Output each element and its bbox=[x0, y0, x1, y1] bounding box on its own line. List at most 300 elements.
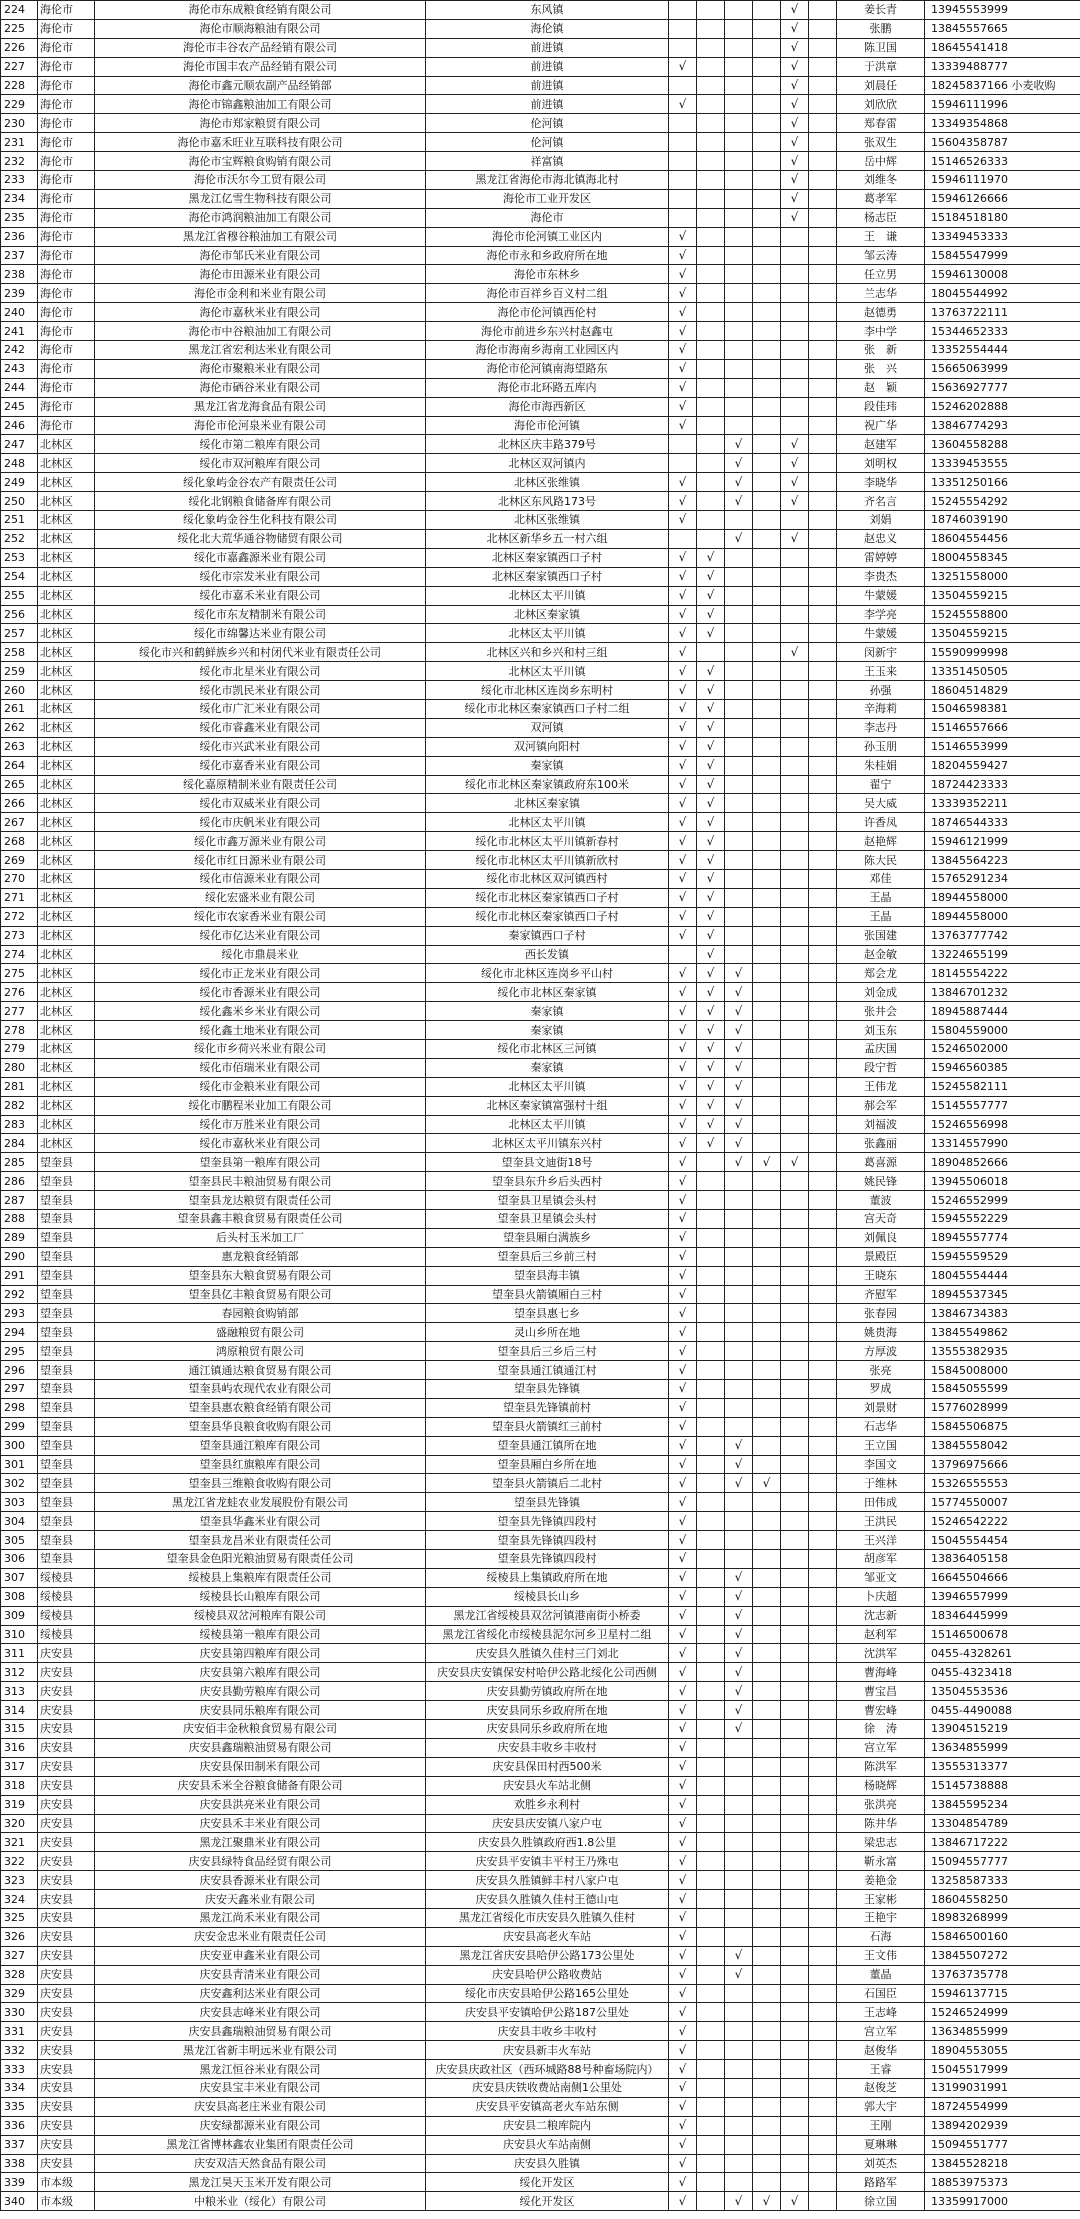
check-3-cell bbox=[725, 2022, 753, 2041]
row-number-cell: 242 bbox=[1, 341, 38, 360]
check-5-cell bbox=[781, 1191, 809, 1210]
check-1-cell: √ bbox=[669, 1682, 697, 1701]
address-cell: 望奎县惠七乡 bbox=[426, 1304, 669, 1323]
check-3-cell bbox=[725, 359, 753, 378]
phone-number-cell: 18346445999 bbox=[925, 1606, 1080, 1625]
check-2-cell bbox=[697, 1663, 725, 1682]
check-6-cell bbox=[809, 303, 837, 322]
address-cell: 北林区太平川镇 bbox=[426, 813, 669, 832]
check-3-cell bbox=[725, 152, 753, 171]
region-cell: 望奎县 bbox=[38, 1210, 95, 1229]
phone-number-cell: 13846774293 bbox=[925, 416, 1080, 435]
company-name-cell: 绥化市双威米业有限公司 bbox=[95, 794, 426, 813]
check-3-cell bbox=[725, 1776, 753, 1795]
contact-person-cell: 姜长青 bbox=[837, 1, 925, 20]
check-2-cell bbox=[697, 1965, 725, 1984]
phone-number-cell: 15246502000 bbox=[925, 1039, 1080, 1058]
check-1-cell: √ bbox=[669, 699, 697, 718]
table-row bbox=[1, 1682, 1080, 1701]
contact-person-cell: 王晓东 bbox=[837, 1266, 925, 1285]
check-2-cell bbox=[697, 284, 725, 303]
contact-person-cell: 王志峰 bbox=[837, 2003, 925, 2022]
address-cell: 绥化市北林区双河镇西村 bbox=[426, 869, 669, 888]
address-cell: 绥化市北林区太平川镇新欣村 bbox=[426, 851, 669, 870]
row-number-cell: 264 bbox=[1, 756, 38, 775]
check-2-cell: √ bbox=[697, 548, 725, 567]
check-5-cell bbox=[781, 851, 809, 870]
check-6-cell bbox=[809, 2154, 837, 2173]
company-name-cell: 绥化市宗发米业有限公司 bbox=[95, 567, 426, 586]
region-cell: 北林区 bbox=[38, 605, 95, 624]
table-row bbox=[1, 1663, 1080, 1682]
check-3-cell bbox=[725, 1172, 753, 1191]
address-cell: 北林区秦家镇富强村十组 bbox=[426, 1096, 669, 1115]
check-5-cell: √ bbox=[781, 208, 809, 227]
address-cell: 秦家镇 bbox=[426, 1058, 669, 1077]
row-number-cell: 331 bbox=[1, 2022, 38, 2041]
company-name-cell: 绥化市兴武米业有限公司 bbox=[95, 737, 426, 756]
contact-person-cell: 任立男 bbox=[837, 265, 925, 284]
check-3-cell bbox=[725, 1285, 753, 1304]
row-number-cell: 292 bbox=[1, 1285, 38, 1304]
company-name-cell: 绥化嘉原精制米业有限责任公司 bbox=[95, 775, 426, 794]
check-6-cell bbox=[809, 76, 837, 95]
address-cell: 灵山乡所在地 bbox=[426, 1323, 669, 1342]
row-number-cell: 272 bbox=[1, 907, 38, 926]
table-row bbox=[1, 1871, 1080, 1890]
contact-person-cell: 徐立国 bbox=[837, 2192, 925, 2211]
phone-number-cell: 0455-4328261 bbox=[925, 1644, 1080, 1663]
check-2-cell bbox=[697, 2041, 725, 2060]
check-5-cell: √ bbox=[781, 76, 809, 95]
check-4-cell bbox=[753, 133, 781, 152]
check-4-cell bbox=[753, 114, 781, 133]
company-name-cell: 绥化市双河粮库有限公司 bbox=[95, 454, 426, 473]
company-name-cell: 海伦市中谷粮油加工有限公司 bbox=[95, 322, 426, 341]
address-cell: 黑龙江省绥棱县双岔河镇港南街小桥委 bbox=[426, 1606, 669, 1625]
phone-number-cell: 18853975373 bbox=[925, 2173, 1080, 2192]
address-cell: 双河镇 bbox=[426, 718, 669, 737]
row-number-cell: 266 bbox=[1, 794, 38, 813]
phone-number-cell: 15146526333 bbox=[925, 152, 1080, 171]
check-6-cell bbox=[809, 1096, 837, 1115]
check-1-cell bbox=[669, 435, 697, 454]
check-6-cell bbox=[809, 1908, 837, 1927]
region-cell: 望奎县 bbox=[38, 1285, 95, 1304]
check-4-cell: √ bbox=[753, 1153, 781, 1172]
check-2-cell bbox=[697, 2192, 725, 2211]
check-5-cell bbox=[781, 1927, 809, 1946]
contact-person-cell: 郑会龙 bbox=[837, 964, 925, 983]
check-3-cell bbox=[725, 208, 753, 227]
check-6-cell bbox=[809, 1191, 837, 1210]
table-row bbox=[1, 1228, 1080, 1247]
check-4-cell bbox=[753, 416, 781, 435]
check-4-cell bbox=[753, 1398, 781, 1417]
check-6-cell bbox=[809, 1039, 837, 1058]
check-1-cell: √ bbox=[669, 303, 697, 322]
table-row bbox=[1, 718, 1080, 737]
contact-person-cell: 葛喜源 bbox=[837, 1153, 925, 1172]
check-2-cell bbox=[697, 1417, 725, 1436]
region-cell: 北林区 bbox=[38, 1134, 95, 1153]
region-cell: 望奎县 bbox=[38, 1153, 95, 1172]
check-4-cell bbox=[753, 1115, 781, 1134]
contact-person-cell: 邹云涛 bbox=[837, 246, 925, 265]
phone-number-cell: 13351450505 bbox=[925, 662, 1080, 681]
table-row bbox=[1, 662, 1080, 681]
check-5-cell bbox=[781, 397, 809, 416]
check-3-cell bbox=[725, 284, 753, 303]
check-5-cell bbox=[781, 1398, 809, 1417]
check-6-cell bbox=[809, 2116, 837, 2135]
table-row bbox=[1, 1380, 1080, 1399]
check-4-cell bbox=[753, 699, 781, 718]
row-number-cell: 298 bbox=[1, 1398, 38, 1417]
address-cell: 绥化开发区 bbox=[426, 2173, 669, 2192]
check-1-cell: √ bbox=[669, 2154, 697, 2173]
region-cell: 庆安县 bbox=[38, 1720, 95, 1739]
contact-person-cell: 赵金敏 bbox=[837, 945, 925, 964]
check-1-cell: √ bbox=[669, 1965, 697, 1984]
address-cell: 庆安县丰收乡丰收村 bbox=[426, 2022, 669, 2041]
check-2-cell bbox=[697, 2003, 725, 2022]
check-1-cell: √ bbox=[669, 1720, 697, 1739]
check-2-cell bbox=[697, 397, 725, 416]
contact-person-cell: 许香凤 bbox=[837, 813, 925, 832]
check-1-cell: √ bbox=[669, 624, 697, 643]
row-number-cell: 293 bbox=[1, 1304, 38, 1323]
check-1-cell: √ bbox=[669, 2060, 697, 2079]
check-5-cell bbox=[781, 1946, 809, 1965]
region-cell: 庆安县 bbox=[38, 1890, 95, 1909]
address-cell: 绥化市北林区连岗乡平山村 bbox=[426, 964, 669, 983]
check-4-cell bbox=[753, 2116, 781, 2135]
check-6-cell bbox=[809, 1417, 837, 1436]
check-1-cell bbox=[669, 38, 697, 57]
check-4-cell bbox=[753, 1436, 781, 1455]
region-cell: 庆安县 bbox=[38, 1795, 95, 1814]
company-name-cell: 海伦市嘉禾旺业互联科技有限公司 bbox=[95, 133, 426, 152]
row-number-cell: 333 bbox=[1, 2060, 38, 2079]
row-number-cell: 276 bbox=[1, 983, 38, 1002]
table-row bbox=[1, 378, 1080, 397]
check-1-cell: √ bbox=[669, 1228, 697, 1247]
address-cell: 庆安县平安镇哈伊公路187公里处 bbox=[426, 2003, 669, 2022]
row-number-cell: 312 bbox=[1, 1663, 38, 1682]
check-3-cell bbox=[725, 1398, 753, 1417]
contact-person-cell: 王 谦 bbox=[837, 227, 925, 246]
check-1-cell: √ bbox=[669, 1587, 697, 1606]
phone-number-cell: 13845507272 bbox=[925, 1946, 1080, 1965]
region-cell: 望奎县 bbox=[38, 1550, 95, 1569]
company-name-cell: 望奎县金色阳光粮油贸易有限责任公司 bbox=[95, 1550, 426, 1569]
check-2-cell bbox=[697, 1247, 725, 1266]
company-name-cell: 海伦市郑家粮贸有限公司 bbox=[95, 114, 426, 133]
check-5-cell bbox=[781, 888, 809, 907]
row-number-cell: 290 bbox=[1, 1247, 38, 1266]
check-3-cell: √ bbox=[725, 1644, 753, 1663]
check-2-cell: √ bbox=[697, 699, 725, 718]
table-row bbox=[1, 322, 1080, 341]
check-1-cell: √ bbox=[669, 1625, 697, 1644]
check-1-cell bbox=[669, 529, 697, 548]
table-row bbox=[1, 1285, 1080, 1304]
table-row bbox=[1, 435, 1080, 454]
check-4-cell bbox=[753, 1946, 781, 1965]
table-row bbox=[1, 1361, 1080, 1380]
address-cell: 北林区东风路173号 bbox=[426, 492, 669, 511]
check-4-cell bbox=[753, 1625, 781, 1644]
address-cell: 伦河镇 bbox=[426, 114, 669, 133]
check-6-cell bbox=[809, 1172, 837, 1191]
phone-number-cell: 15326555553 bbox=[925, 1474, 1080, 1493]
check-1-cell bbox=[669, 1, 697, 20]
row-number-cell: 288 bbox=[1, 1210, 38, 1229]
check-4-cell bbox=[753, 435, 781, 454]
table-row bbox=[1, 1077, 1080, 1096]
check-2-cell bbox=[697, 1550, 725, 1569]
table-row bbox=[1, 2060, 1080, 2079]
check-3-cell bbox=[725, 2060, 753, 2079]
row-number-cell: 261 bbox=[1, 699, 38, 718]
phone-number-cell: 13604558288 bbox=[925, 435, 1080, 454]
check-2-cell bbox=[697, 1908, 725, 1927]
company-name-cell: 海伦市宝辉粮食购销有限公司 bbox=[95, 152, 426, 171]
check-4-cell bbox=[753, 2078, 781, 2097]
check-4-cell bbox=[753, 2173, 781, 2192]
table-row bbox=[1, 1096, 1080, 1115]
check-6-cell bbox=[809, 1890, 837, 1909]
phone-number-cell: 15245554292 bbox=[925, 492, 1080, 511]
check-3-cell bbox=[725, 303, 753, 322]
check-1-cell: √ bbox=[669, 1380, 697, 1399]
check-5-cell bbox=[781, 1021, 809, 1040]
check-6-cell bbox=[809, 737, 837, 756]
table-row bbox=[1, 945, 1080, 964]
table-row bbox=[1, 152, 1080, 171]
check-5-cell bbox=[781, 832, 809, 851]
check-5-cell bbox=[781, 983, 809, 1002]
region-cell: 北林区 bbox=[38, 1039, 95, 1058]
contact-person-cell: 邓佳 bbox=[837, 869, 925, 888]
region-cell: 北林区 bbox=[38, 435, 95, 454]
table-row bbox=[1, 2192, 1080, 2211]
check-5-cell bbox=[781, 718, 809, 737]
check-2-cell bbox=[697, 133, 725, 152]
row-number-cell: 252 bbox=[1, 529, 38, 548]
phone-number-cell: 15946111970 bbox=[925, 171, 1080, 190]
check-1-cell: √ bbox=[669, 2078, 697, 2097]
table-row bbox=[1, 1927, 1080, 1946]
check-6-cell bbox=[809, 1757, 837, 1776]
check-4-cell bbox=[753, 1210, 781, 1229]
region-cell: 海伦市 bbox=[38, 95, 95, 114]
check-1-cell: √ bbox=[669, 1153, 697, 1172]
company-name-cell: 望奎县华鑫米业有限公司 bbox=[95, 1512, 426, 1531]
check-2-cell bbox=[697, 95, 725, 114]
check-4-cell: √ bbox=[753, 1474, 781, 1493]
check-2-cell: √ bbox=[697, 1021, 725, 1040]
check-1-cell: √ bbox=[669, 1984, 697, 2003]
check-3-cell: √ bbox=[725, 1058, 753, 1077]
address-cell: 庆安县平安镇高老火车站东侧 bbox=[426, 2097, 669, 2116]
table-row bbox=[1, 643, 1080, 662]
contact-person-cell: 石志华 bbox=[837, 1417, 925, 1436]
region-cell: 海伦市 bbox=[38, 76, 95, 95]
check-4-cell bbox=[753, 624, 781, 643]
region-cell: 北林区 bbox=[38, 454, 95, 473]
table-row bbox=[1, 548, 1080, 567]
address-cell: 望奎县先锋镇 bbox=[426, 1380, 669, 1399]
check-3-cell bbox=[725, 2003, 753, 2022]
check-1-cell: √ bbox=[669, 341, 697, 360]
address-cell: 绥化市北林区三河镇 bbox=[426, 1039, 669, 1058]
region-cell: 北林区 bbox=[38, 907, 95, 926]
check-1-cell bbox=[669, 945, 697, 964]
check-5-cell: √ bbox=[781, 19, 809, 38]
check-4-cell bbox=[753, 1493, 781, 1512]
company-name-cell: 望奎县屿农现代农业有限公司 bbox=[95, 1380, 426, 1399]
check-1-cell: √ bbox=[669, 2116, 697, 2135]
check-2-cell bbox=[697, 1795, 725, 1814]
check-6-cell bbox=[809, 869, 837, 888]
company-name-cell: 绥化市嘉香米业有限公司 bbox=[95, 756, 426, 775]
phone-number-cell: 18746039190 bbox=[925, 511, 1080, 530]
region-cell: 庆安县 bbox=[38, 1701, 95, 1720]
table-row bbox=[1, 303, 1080, 322]
check-1-cell: √ bbox=[669, 397, 697, 416]
check-5-cell bbox=[781, 1795, 809, 1814]
check-1-cell: √ bbox=[669, 1285, 697, 1304]
check-1-cell: √ bbox=[669, 813, 697, 832]
region-cell: 北林区 bbox=[38, 869, 95, 888]
row-number-cell: 236 bbox=[1, 227, 38, 246]
check-5-cell bbox=[781, 737, 809, 756]
region-cell: 海伦市 bbox=[38, 19, 95, 38]
check-6-cell bbox=[809, 699, 837, 718]
check-2-cell bbox=[697, 1927, 725, 1946]
company-name-cell: 庆安金忠米业有限责任公司 bbox=[95, 1927, 426, 1946]
check-3-cell bbox=[725, 2116, 753, 2135]
region-cell: 庆安县 bbox=[38, 2135, 95, 2154]
check-4-cell bbox=[753, 1021, 781, 1040]
check-2-cell bbox=[697, 454, 725, 473]
check-2-cell bbox=[697, 322, 725, 341]
check-6-cell bbox=[809, 1550, 837, 1569]
row-number-cell: 233 bbox=[1, 171, 38, 190]
phone-number-cell: 13945506018 bbox=[925, 1172, 1080, 1191]
region-cell: 北林区 bbox=[38, 1021, 95, 1040]
check-5-cell bbox=[781, 2135, 809, 2154]
contact-person-cell: 宫立军 bbox=[837, 2022, 925, 2041]
region-cell: 庆安县 bbox=[38, 1682, 95, 1701]
check-2-cell: √ bbox=[697, 1096, 725, 1115]
row-number-cell: 226 bbox=[1, 38, 38, 57]
phone-number-cell: 13224655199 bbox=[925, 945, 1080, 964]
check-5-cell bbox=[781, 1606, 809, 1625]
check-2-cell: √ bbox=[697, 851, 725, 870]
check-3-cell bbox=[725, 1757, 753, 1776]
region-cell: 北林区 bbox=[38, 756, 95, 775]
check-1-cell: √ bbox=[669, 1833, 697, 1852]
check-5-cell bbox=[781, 1738, 809, 1757]
check-2-cell bbox=[697, 492, 725, 511]
phone-number-cell: 15146500678 bbox=[925, 1625, 1080, 1644]
phone-number-cell: 15590999998 bbox=[925, 643, 1080, 662]
phone-number-cell: 13351250166 bbox=[925, 473, 1080, 492]
row-number-cell: 253 bbox=[1, 548, 38, 567]
address-cell: 海伦市伦河镇工业区内 bbox=[426, 227, 669, 246]
region-cell: 庆安县 bbox=[38, 1871, 95, 1890]
check-3-cell: √ bbox=[725, 1039, 753, 1058]
row-number-cell: 281 bbox=[1, 1077, 38, 1096]
check-2-cell bbox=[697, 1984, 725, 2003]
table-row bbox=[1, 1587, 1080, 1606]
phone-number-cell: 15246542222 bbox=[925, 1512, 1080, 1531]
contact-person-cell: 李贵杰 bbox=[837, 567, 925, 586]
contact-person-cell: 郭大宇 bbox=[837, 2097, 925, 2116]
check-3-cell bbox=[725, 1228, 753, 1247]
check-1-cell: √ bbox=[669, 1568, 697, 1587]
check-4-cell bbox=[753, 794, 781, 813]
check-2-cell bbox=[697, 114, 725, 133]
contact-person-cell: 闵新宇 bbox=[837, 643, 925, 662]
check-5-cell bbox=[781, 246, 809, 265]
check-4-cell bbox=[753, 945, 781, 964]
check-5-cell bbox=[781, 2116, 809, 2135]
check-5-cell bbox=[781, 1077, 809, 1096]
check-6-cell bbox=[809, 586, 837, 605]
check-6-cell bbox=[809, 1814, 837, 1833]
company-name-cell: 黑龙江省博林鑫农业集团有限责任公司 bbox=[95, 2135, 426, 2154]
check-2-cell: √ bbox=[697, 926, 725, 945]
check-5-cell bbox=[781, 1039, 809, 1058]
company-name-cell: 庆安天鑫米业有限公司 bbox=[95, 1890, 426, 1909]
check-1-cell: √ bbox=[669, 1266, 697, 1285]
check-3-cell bbox=[725, 1908, 753, 1927]
address-cell: 望奎县文迪街18号 bbox=[426, 1153, 669, 1172]
phone-number-cell: 18945887444 bbox=[925, 1002, 1080, 1021]
region-cell: 海伦市 bbox=[38, 152, 95, 171]
check-2-cell bbox=[697, 1323, 725, 1342]
address-cell: 海伦市伦河镇西伦村 bbox=[426, 303, 669, 322]
check-1-cell: √ bbox=[669, 416, 697, 435]
check-5-cell bbox=[781, 2097, 809, 2116]
region-cell: 海伦市 bbox=[38, 341, 95, 360]
company-name-cell: 黑龙江恒谷米业有限公司 bbox=[95, 2060, 426, 2079]
company-name-cell: 绥化市亿达米业有限公司 bbox=[95, 926, 426, 945]
row-number-cell: 304 bbox=[1, 1512, 38, 1531]
region-cell: 北林区 bbox=[38, 718, 95, 737]
check-2-cell bbox=[697, 1361, 725, 1380]
row-number-cell: 270 bbox=[1, 869, 38, 888]
check-5-cell bbox=[781, 2041, 809, 2060]
check-4-cell bbox=[753, 2003, 781, 2022]
check-3-cell bbox=[725, 718, 753, 737]
table-row bbox=[1, 1908, 1080, 1927]
check-1-cell bbox=[669, 114, 697, 133]
check-4-cell bbox=[753, 1342, 781, 1361]
row-number-cell: 248 bbox=[1, 454, 38, 473]
phone-number-cell: 18004558345 bbox=[925, 548, 1080, 567]
check-5-cell bbox=[781, 1908, 809, 1927]
row-number-cell: 301 bbox=[1, 1455, 38, 1474]
company-name-cell: 通江镇通达粮食贸易有限公司 bbox=[95, 1361, 426, 1380]
address-cell: 望奎县通江镇通江村 bbox=[426, 1361, 669, 1380]
phone-number-cell: 13634855999 bbox=[925, 2022, 1080, 2041]
check-2-cell bbox=[697, 1757, 725, 1776]
